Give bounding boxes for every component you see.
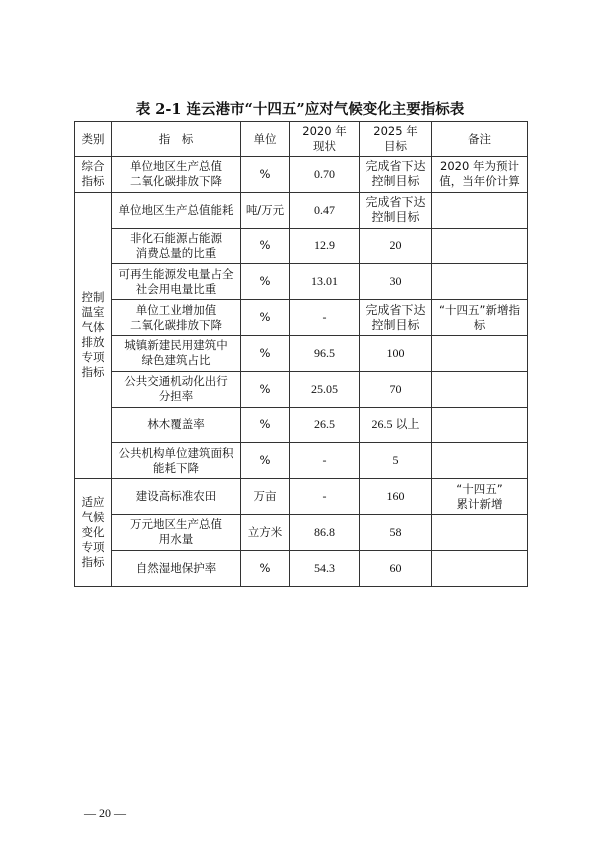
target-2025-cell: 完成省下达 控制目标 (360, 192, 432, 228)
header-note: 备注 (432, 122, 528, 157)
target-2025-cell: 完成省下达 控制目标 (360, 300, 432, 336)
unit-cell: % (241, 550, 290, 586)
table-row (75, 407, 528, 443)
unit-cell: 吨/万元 (241, 192, 290, 228)
target-2025-cell: 100 (360, 335, 432, 371)
target-2025-cell: 20 (360, 228, 432, 264)
unit-cell: % (241, 443, 290, 479)
category-cell: 控制 温室 气体 排放 专项 指标 (75, 192, 112, 478)
unit-cell: % (241, 157, 290, 193)
indicator-cell: 可再生能源发电量占全 社会用电量比重 (112, 264, 241, 300)
indicator-table (74, 121, 528, 587)
note-cell (432, 443, 528, 479)
indicator-cell: 公共交通机动化出行 分担率 (112, 371, 241, 407)
value-2020-cell: - (290, 479, 360, 515)
target-2025-cell: 完成省下达 控制目标 (360, 157, 432, 193)
table-row (75, 157, 528, 193)
table-row (75, 479, 528, 515)
unit-cell: % (241, 264, 290, 300)
table-row (75, 300, 528, 336)
value-2020-cell: 86.8 (290, 514, 360, 550)
target-2025-cell: 30 (360, 264, 432, 300)
header-unit: 单位 (241, 122, 290, 157)
table-row (75, 228, 528, 264)
value-2020-cell: 0.47 (290, 192, 360, 228)
table-row (75, 371, 528, 407)
note-cell: “十四五” 累计新增 (432, 479, 528, 515)
unit-cell: % (241, 407, 290, 443)
category-cell: 综合 指标 (75, 157, 112, 193)
indicator-cell: 单位地区生产总值能耗 (112, 192, 241, 228)
note-cell: “十四五”新增指 标 (432, 300, 528, 336)
value-2020-cell: 96.5 (290, 335, 360, 371)
indicator-cell: 非化石能源占能源 消费总量的比重 (112, 228, 241, 264)
table-row (75, 335, 528, 371)
note-cell (432, 264, 528, 300)
table-row (75, 514, 528, 550)
table-row (75, 192, 528, 228)
indicator-cell: 自然湿地保护率 (112, 550, 241, 586)
page-number: — 20 — (84, 806, 126, 820)
target-2025-cell: 5 (360, 443, 432, 479)
header-2025: 2025 年 目标 (360, 122, 432, 157)
header-indicator: 指 标 (112, 122, 241, 157)
target-2025-cell: 70 (360, 371, 432, 407)
note-cell (432, 407, 528, 443)
value-2020-cell: 0.70 (290, 157, 360, 193)
header-category: 类别 (75, 122, 112, 157)
table-title: 表 2-1 连云港市“十四五”应对气候变化主要指标表 (135, 101, 465, 118)
value-2020-cell: 54.3 (290, 550, 360, 586)
note-cell (432, 371, 528, 407)
value-2020-cell: 13.01 (290, 264, 360, 300)
note-cell (432, 335, 528, 371)
note-cell (432, 514, 528, 550)
table-row (75, 443, 528, 479)
indicator-cell: 林木覆盖率 (112, 407, 241, 443)
unit-cell: % (241, 371, 290, 407)
category-cell: 适应 气候 变化 专项 指标 (75, 479, 112, 586)
unit-cell: 立方米 (241, 514, 290, 550)
value-2020-cell: - (290, 300, 360, 336)
value-2020-cell: - (290, 443, 360, 479)
note-cell (432, 550, 528, 586)
unit-cell: % (241, 335, 290, 371)
target-2025-cell: 60 (360, 550, 432, 586)
indicator-cell: 单位地区生产总值 二氧化碳排放下降 (112, 157, 241, 193)
indicator-cell: 公共机构单位建筑面积 能耗下降 (112, 443, 241, 479)
target-2025-cell: 160 (360, 479, 432, 515)
value-2020-cell: 12.9 (290, 228, 360, 264)
target-2025-cell: 58 (360, 514, 432, 550)
table-row (75, 550, 528, 586)
value-2020-cell: 25.05 (290, 371, 360, 407)
indicator-cell: 万元地区生产总值 用水量 (112, 514, 241, 550)
table-header-row (75, 122, 528, 157)
note-cell (432, 192, 528, 228)
header-2020: 2020 年 现状 (290, 122, 360, 157)
unit-cell: 万亩 (241, 479, 290, 515)
indicator-cell: 城镇新建民用建筑中 绿色建筑占比 (112, 335, 241, 371)
indicator-cell: 单位工业增加值 二氧化碳排放下降 (112, 300, 241, 336)
unit-cell: % (241, 228, 290, 264)
unit-cell: % (241, 300, 290, 336)
value-2020-cell: 26.5 (290, 407, 360, 443)
target-2025-cell: 26.5 以上 (360, 407, 432, 443)
table-row (75, 264, 528, 300)
indicator-cell: 建设高标准农田 (112, 479, 241, 515)
note-cell: 2020 年为预计 值，当年价计算 (432, 157, 528, 193)
note-cell (432, 228, 528, 264)
